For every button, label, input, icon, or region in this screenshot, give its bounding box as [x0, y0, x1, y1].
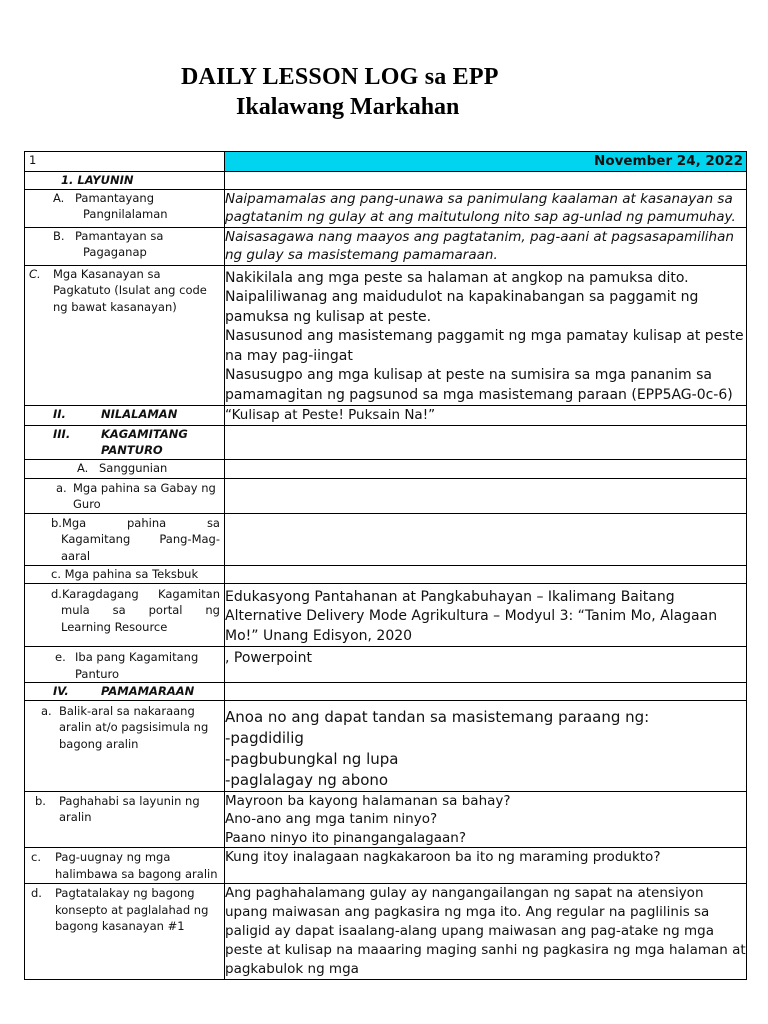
row-label-line: Guro — [73, 497, 101, 511]
balik-aral-line: Anoa no ang dapat tandan sa masistemang paraang ng: — [225, 707, 650, 726]
section-number: II. — [53, 407, 66, 421]
label-word: Pang-Mag- — [159, 532, 220, 546]
lesson-number: 1 — [25, 152, 225, 172]
table-row — [25, 406, 747, 426]
section-heading: 1. LAYUNIN — [61, 172, 134, 187]
row-label — [25, 459, 225, 478]
row-label-line: bagong kasanayan #1 — [55, 919, 185, 933]
empty-cell — [225, 565, 747, 583]
empty-cell — [225, 513, 747, 565]
table-row — [25, 647, 747, 683]
row-label-line — [51, 515, 220, 532]
section-kagamitan — [25, 425, 225, 459]
table-row — [25, 884, 747, 980]
empty-cell — [225, 425, 747, 459]
table-row — [25, 265, 747, 406]
iba-pang-kagamitan-content: , Powerpoint — [225, 647, 747, 683]
row-label-line: Pagtatalakay ng bagong — [55, 886, 195, 900]
row-label-line: Panturo — [75, 666, 120, 681]
label-word: b.Mga — [51, 515, 87, 530]
row-letter: d. — [31, 886, 42, 900]
table-row — [25, 700, 747, 791]
balik-aral-line: -paglalagay ng abono — [225, 770, 389, 789]
empty-cell — [225, 171, 747, 189]
balik-aral-line: -pagbubungkal ng lupa — [225, 749, 399, 768]
row-label-line: aralin — [59, 810, 92, 824]
lesson-log-table — [24, 151, 747, 980]
document-subtitle: Ikalawang Markahan — [236, 94, 460, 120]
label-word: Kagamitan — [158, 586, 220, 601]
paghahabi-content — [225, 791, 747, 848]
row-label-line — [51, 531, 220, 548]
empty-cell — [225, 683, 747, 701]
label-word: portal — [148, 603, 183, 617]
table-row — [25, 152, 747, 172]
table-row — [25, 791, 747, 848]
row-label-line: Paghahabi sa layunin ng — [59, 793, 200, 808]
row-label — [25, 513, 225, 565]
paghahabi-line: Ano-ano ang mga tanim ninyo? — [225, 811, 438, 827]
row-letter: c. — [31, 850, 41, 864]
row-label-line: konsepto at paglalahad ng — [55, 902, 209, 917]
row-label — [25, 583, 225, 647]
karagdagang-content: Edukasyong Pantahanan at Pangkabuhayan – Ikalimang Baitang Alternative Delivery Mode Agrikultura – Modyul 3: “Tanim Mo, Alagaan Mo!” Unang Edisyon, 2020 — [225, 583, 747, 647]
table-row — [25, 683, 747, 701]
paghahabi-line: Paano ninyo ito pinangangalagaan? — [225, 829, 466, 846]
section-number: IV. — [53, 684, 69, 698]
row-label-line — [51, 602, 220, 619]
row-label-line: Pamantayang — [75, 190, 155, 205]
label-word: pahina — [127, 515, 167, 530]
label-word: ng — [205, 603, 220, 617]
row-label-line: Pamantayan sa — [75, 228, 164, 243]
table-row — [25, 848, 747, 884]
row-label — [25, 791, 225, 848]
row-label — [25, 189, 225, 227]
lesson-date: November 24, 2022 — [225, 152, 747, 172]
section-heading: KAGAMITANG — [101, 426, 188, 441]
paghahabi-line: Mayroon ba kayong halamanan sa bahay? — [225, 792, 511, 809]
label-word: mula — [61, 603, 90, 617]
row-label-line: Pag-uugnay ng mga — [55, 850, 171, 864]
row-label-line: aralin at/o pagsisimula ng — [59, 720, 209, 734]
pagtatalakay-content: Ang paghahalamang gulay ay nangangailangan ng sapat na atensiyon upang maiwasan ang pagkasira ng mga ito. Ang regular na paglilinis sa paligid ay dapat isaalang-alang upang maiwasan ang pag-atake ng mga peste at kulisap na maaaring maging sanhi ng pagkasira ng mga halaman at pagkabulok ng mga — [225, 884, 747, 980]
row-letter: a. — [41, 703, 52, 718]
row-letter: C. — [29, 266, 41, 281]
row-letter: b. — [35, 793, 46, 808]
row-label-line: Balik-aral sa nakaraang — [59, 703, 195, 718]
section-nilalaman — [25, 406, 225, 426]
label-word: d.Karagdagang — [51, 586, 139, 601]
kasanayan-line: Nakikilala ang mga peste sa halaman at angkop na pamuksa dito. — [225, 269, 689, 286]
row-label — [25, 884, 225, 980]
row-label — [25, 700, 225, 791]
table-row — [25, 513, 747, 565]
row-label: c. Mga pahina sa Teksbuk — [25, 565, 225, 583]
label-word: sa — [206, 515, 220, 530]
section-pamamaraan — [25, 683, 225, 701]
row-letter: a. — [56, 480, 67, 495]
section-heading: PAMAMARAAN — [101, 684, 195, 698]
row-label — [25, 848, 225, 884]
row-label-text: Sanggunian — [99, 460, 168, 475]
balik-aral-content — [225, 700, 747, 791]
row-label-line: bagong aralin — [59, 736, 139, 751]
section-heading: NILALAMAN — [101, 407, 178, 421]
row-label-line — [51, 586, 220, 603]
table-row — [25, 425, 747, 459]
section-layunin — [25, 171, 225, 189]
section-number: III. — [53, 426, 71, 441]
kasanayan-content — [225, 265, 747, 406]
table-row — [25, 565, 747, 583]
label-word: Kagamitang — [61, 532, 131, 546]
document-title: DAILY LESSON LOG sa EPP — [181, 64, 499, 90]
label-word: sa — [112, 603, 126, 617]
row-label-line: Iba pang Kagamitang — [75, 650, 199, 664]
table-row — [25, 189, 747, 227]
table-row — [25, 171, 747, 189]
kasanayan-line: Nasusugpo ang mga kulisap at peste na sumisira sa mga pananim sa pamamagitan ng pagsunod sa mga masistemang paraan (EPP5AG-0c-6) — [225, 367, 733, 403]
row-label-line: Mga pahina sa Gabay ng — [73, 480, 216, 495]
section-heading: PANTURO — [101, 443, 163, 457]
row-letter: e. — [55, 650, 66, 664]
table-row — [25, 459, 747, 478]
table-row — [25, 227, 747, 265]
row-label — [25, 647, 225, 683]
row-letter: B. — [53, 228, 65, 243]
empty-cell — [225, 478, 747, 513]
row-label — [25, 265, 225, 406]
pamantayang-nilalaman-content: Naipamamalas ang pang-unawa sa panimulang kaalaman at kasanayan sa pagtatanim ng gulay at ang maitutulong nito sap ag-unlad ng pamumuhay. — [225, 189, 747, 227]
row-label — [25, 227, 225, 265]
row-label — [25, 478, 225, 513]
row-label-line: Pangnilalaman — [83, 207, 168, 221]
row-label-text: Mga Kasanayan sa Pagkatuto (Isulat ang code ng bawat kasanayan) — [53, 266, 207, 314]
table-row — [25, 478, 747, 513]
row-letter: A. — [77, 460, 89, 475]
row-label-line: aaral — [61, 548, 91, 563]
balik-aral-line: -pagdidilig — [225, 728, 304, 747]
kasanayan-line: Nasusunod ang masistemang paggamit ng mga pamatay kulisap at peste na may pag-iingat — [225, 328, 744, 364]
table-row — [25, 583, 747, 647]
row-letter: A. — [53, 190, 65, 205]
pamantayan-pagaganap-content: Naisasagawa nang maayos ang pagtatanim, pag-aani at pagsasapamilihan ng gulay sa masistemang pamamaraan. — [225, 227, 747, 265]
row-label-line: Learning Resource — [61, 619, 168, 634]
pag-uugnay-content: Kung itoy inalagaan nagkakaroon ba ito ng maraming produkto? — [225, 848, 747, 884]
empty-cell — [225, 459, 747, 478]
row-label-line: halimbawa sa bagong aralin — [55, 866, 218, 881]
kasanayan-line: Naipaliliwanag ang maidudulot na kapakinabangan sa paggamit ng pamuksa ng kulisap at peste. — [225, 289, 699, 325]
row-label-line: Pagaganap — [83, 245, 147, 259]
nilalaman-content: “Kulisap at Peste! Puksain Na!” — [225, 406, 747, 426]
